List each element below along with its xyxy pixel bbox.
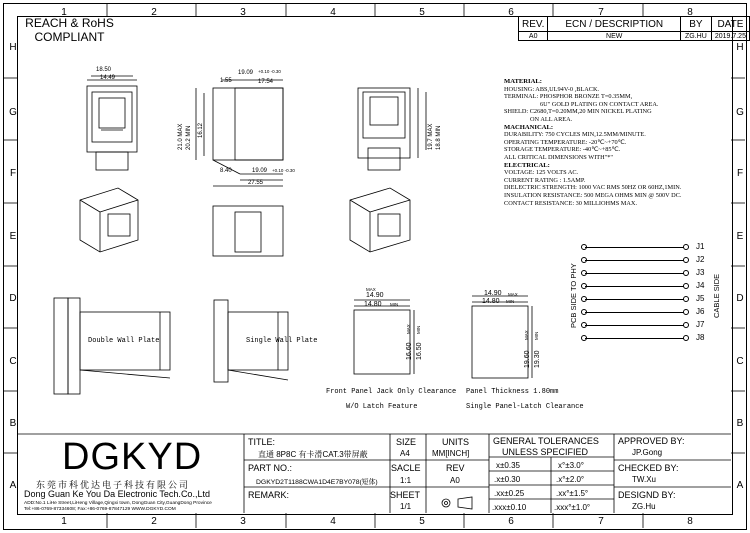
title-label: TITLE:	[248, 437, 276, 447]
col-label: 5	[419, 7, 425, 18]
remark-label: REMARK:	[248, 490, 290, 500]
pin-label: J6	[696, 307, 705, 316]
compliance-line2: COMPLIANT	[34, 30, 105, 44]
dim-label: 16.12	[198, 122, 204, 138]
dim-label: +0.10 -0.30	[258, 69, 281, 74]
designed-by-value: ZG.Hu	[632, 502, 656, 511]
col-label: 7	[598, 7, 604, 18]
part-no-label: PART NO.:	[248, 463, 293, 473]
col-label: 7	[598, 516, 604, 527]
caption-latch: W/O Latch Feature	[346, 403, 418, 411]
dim-label: MAX	[366, 287, 376, 292]
row-label: F	[9, 168, 17, 179]
pin-label: J1	[696, 242, 705, 251]
col-label: 5	[419, 516, 425, 527]
mechanical-title: MACHANICAL:	[504, 123, 554, 131]
tolerance-value: .x°±2.0°	[556, 475, 585, 484]
scale-value: 1:1	[400, 476, 412, 485]
cable-side-label: CABLE SIDE	[712, 273, 721, 318]
compliance-line1: REACH & RoHS	[25, 16, 114, 30]
col-label: 3	[240, 516, 246, 527]
contact-line: Tel:+86-0769-87334608; Fax:+86-0769-87847129 WWW.DGKYD.COM	[24, 506, 176, 512]
col-label: 2	[151, 7, 157, 18]
tolerance-subtitle: UNLESS SPECIFIED	[502, 447, 589, 457]
pcb-side-label: PCB SIDE TO PHY	[569, 263, 578, 328]
dim-label: MAX	[406, 324, 411, 334]
tolerance-value: .xx±0.25	[494, 489, 525, 498]
electrical-line: INSULATION RESISTANCE: 500 MEGA OHMS MIN @ 500V DC.	[504, 191, 682, 199]
row-label: A	[9, 480, 17, 491]
company-name-en: Dong Guan Ke You Da Electronic Tech.Co.,Ltd	[24, 489, 210, 499]
electrical-line: CURRENT RATING : 1.5AMP.	[504, 176, 586, 184]
pin-label: J5	[696, 294, 705, 303]
units-value: MM[INCH]	[432, 449, 470, 458]
rev-header: REV.	[519, 17, 548, 32]
rev-label: REV	[446, 463, 465, 473]
part-no-value: DGKYD2T1188CWA1D4E7BY078(短体)	[256, 479, 378, 486]
caption-panel-thickness: Panel Thickness 1.80mm	[466, 388, 559, 396]
dim-label: 18.8 MIN	[436, 125, 442, 150]
dim-label: 14.80	[364, 301, 382, 308]
col-label: 4	[330, 7, 336, 18]
approved-by-label: APPROVED BY:	[618, 436, 685, 446]
dim-label: 16.60	[406, 342, 413, 360]
row-label: D	[9, 293, 17, 304]
approved-by-value: JP.Gong	[632, 448, 663, 457]
row-label: H	[9, 42, 17, 53]
by-value: ZG.HU	[681, 32, 712, 41]
electrical-title: ELECTRICAL:	[504, 161, 550, 169]
dim-label: 18.50	[96, 67, 112, 73]
dim-label: 14.80	[482, 298, 500, 305]
dim-label: +0.10 -0.30	[272, 168, 295, 173]
col-label: 8	[687, 516, 693, 527]
caption-front-panel: Front Panel Jack Only Clearance	[326, 388, 457, 396]
dim-label: MAX	[524, 330, 529, 340]
dim-label: MIN	[390, 302, 399, 307]
pin-label: J4	[696, 281, 705, 290]
material-line: ON ALL AREA.	[530, 115, 573, 123]
col-label: 2	[151, 516, 157, 527]
dim-label: 19.60	[524, 350, 531, 368]
company-logo: DGKYD	[62, 436, 203, 478]
dim-label: 14.90	[484, 290, 502, 297]
dim-label: MIN	[416, 325, 421, 334]
row-label: F	[736, 168, 744, 179]
row-label: G	[9, 107, 17, 118]
dim-label: 19.09	[238, 70, 254, 76]
dim-label: MAX	[508, 292, 518, 297]
date-value: 2019.7.25	[711, 32, 749, 41]
by-header: BY	[681, 17, 712, 32]
dim-label: 19.7 MAX	[428, 123, 434, 150]
date-header: DATE	[711, 17, 749, 32]
col-label: 6	[508, 7, 514, 18]
rev-value: A0	[450, 476, 460, 485]
col-label: 1	[61, 516, 67, 527]
company-name-cn: 东莞市科优达电子科技有限公司	[36, 480, 191, 490]
size-label: SIZE	[396, 437, 417, 447]
dim-label: 21.0 MAX	[178, 123, 184, 150]
units-label: UNITS	[442, 437, 469, 447]
dim-label: 1.55	[220, 78, 232, 84]
mechanical-line: ALL CRITICAL DIMENSIONS WITH"*"	[504, 153, 613, 161]
row-label: C	[736, 356, 744, 367]
material-line: 6U" GOLD PLATING ON CONTACT AREA.	[540, 100, 659, 108]
sheet-label: SHEET	[390, 490, 421, 500]
row-label: E	[9, 231, 17, 242]
company-address	[24, 501, 212, 512]
dim-label: 27.55	[248, 180, 264, 186]
tolerance-title: GENERAL TOLERANCES	[493, 436, 599, 446]
checked-by-value: TW.Xu	[632, 475, 657, 484]
mechanical-line: OPERATING TEMPERATURE: -20℃~+70℃.	[504, 138, 627, 146]
row-label: G	[736, 107, 744, 118]
dim-label: 19.09	[252, 168, 268, 174]
address-line: ADD:No.1 LiHe Street,LiHeng Village,Qingxi town, DongGuan City,GuangDong Province	[24, 501, 212, 506]
row-label: H	[736, 42, 744, 53]
mechanical-line: STORAGE TEMPERATURE: -40℃~+85℃.	[504, 146, 621, 154]
col-label: 1	[61, 7, 67, 18]
col-label: 8	[687, 7, 693, 18]
single-wall-plate-label: Single Wall Plate	[246, 337, 318, 345]
double-wall-plate-label: Double Wall Plate	[88, 337, 160, 345]
material-line: TERMINAL: PHOSPHOR BRONZE T=0.35MM,	[504, 93, 633, 101]
tolerance-value: .xx°±1.5°	[556, 489, 589, 498]
col-label: 3	[240, 7, 246, 18]
dim-label: MIN	[534, 331, 539, 340]
pin-label: J8	[696, 333, 705, 342]
row-label: D	[736, 293, 744, 304]
dim-label: 17.54	[258, 79, 274, 85]
checked-by-label: CHECKED BY:	[618, 463, 679, 473]
size-value: A4	[400, 449, 410, 458]
caption-latch-clearance: Single Panel-Latch Clearance	[466, 403, 584, 411]
pin-label: J2	[696, 255, 705, 264]
rev-value: A0	[519, 32, 548, 41]
pin-label: J3	[696, 268, 705, 277]
row-label: A	[736, 480, 744, 491]
pin-label: J7	[696, 320, 705, 329]
sheet-value: 1/1	[400, 502, 412, 511]
dim-label: 16.50	[416, 342, 423, 360]
mechanical-line: DURABILITY: 750 CYCLES MIN,12.5MM/MINUTE.	[504, 131, 646, 139]
scale-label: SACLE	[391, 463, 421, 473]
col-label: 6	[508, 516, 514, 527]
dim-label: MIN	[506, 299, 515, 304]
dim-label: 20.2 MIN	[186, 125, 192, 150]
tolerance-value: .xxx°±1.0°	[554, 503, 591, 512]
material-line: HOUSING: ABS,UL94V-0 ,BLACK.	[504, 85, 600, 93]
electrical-line: DIELECTRIC STRENGTH: 1000 VAC RMS 50HZ OR 60HZ,1MIN.	[504, 184, 682, 192]
row-label: B	[736, 418, 744, 429]
row-label: B	[9, 418, 17, 429]
tolerance-value: .x±0.30	[494, 475, 521, 484]
row-label: E	[736, 231, 744, 242]
tolerance-value: x±0.35	[496, 461, 520, 470]
electrical-line: CONTACT RESISTANCE: 30 MILLIOHMS MAX.	[504, 199, 638, 207]
tolerance-value: .xxx±0.10	[492, 503, 527, 512]
tolerance-value: x°±3.0°	[558, 461, 584, 470]
dim-label: 14.49	[100, 75, 116, 81]
dim-label: 14.90	[366, 292, 384, 299]
material-title: MATERIAL:	[504, 78, 542, 85]
ecn-header: ECN / DESCRIPTION	[548, 17, 681, 32]
title-value: 直通 8P8C 有卡滑CAT.3带屏蔽	[258, 450, 368, 459]
ecn-value: NEW	[548, 32, 681, 41]
col-label: 4	[330, 516, 336, 527]
dim-label: 8.40	[220, 168, 232, 174]
dim-label: 19.30	[534, 350, 541, 368]
designed-by-label: DESIGND BY:	[618, 490, 676, 500]
electrical-line: VOLTAGE: 125 VOLTS AC.	[504, 169, 579, 177]
row-label: C	[9, 356, 17, 367]
material-line: SHIELD: C2680,T=0.20MM,20 MIN NICKEL PLATING	[504, 108, 652, 116]
